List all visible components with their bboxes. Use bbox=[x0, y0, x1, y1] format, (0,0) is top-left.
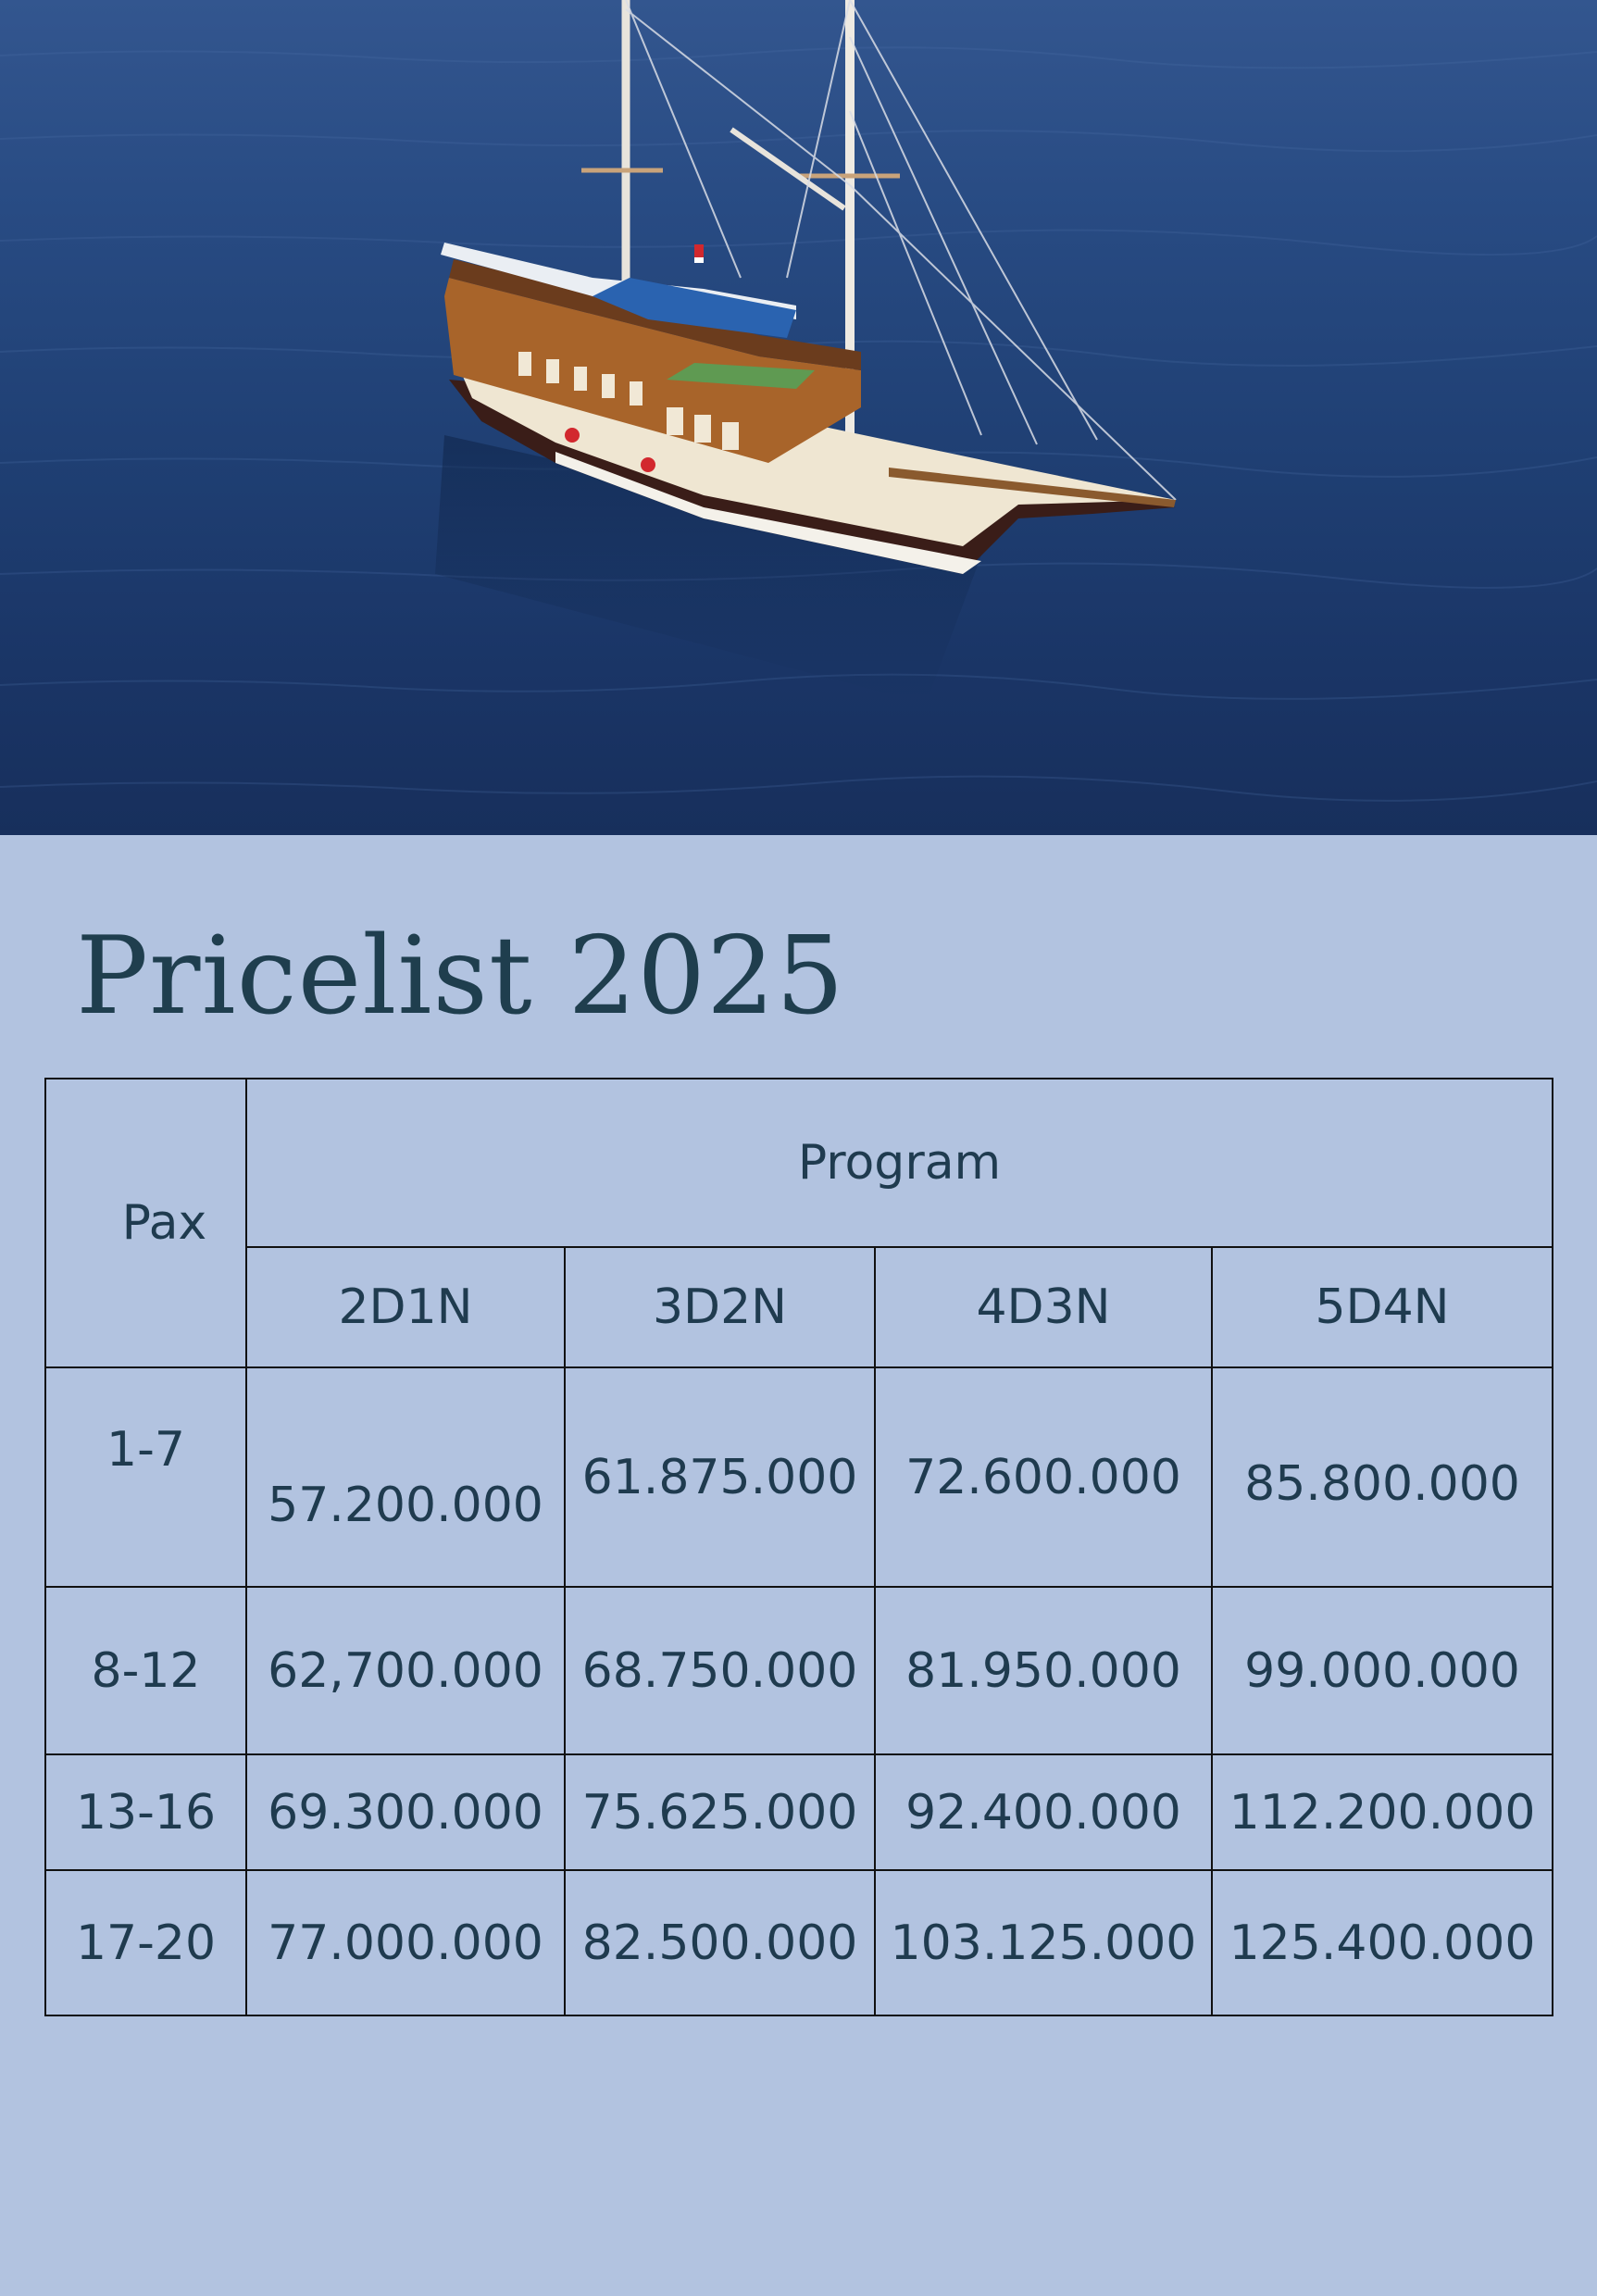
page-title: Pricelist 2025 bbox=[76, 914, 845, 1039]
price-cell: 99.000.000 bbox=[1212, 1587, 1553, 1754]
table-row bbox=[45, 1870, 1553, 2015]
program-4d3n-header: 4D3N bbox=[875, 1247, 1212, 1367]
price-cell: 62,700.000 bbox=[246, 1587, 565, 1754]
hero-photo bbox=[0, 0, 1597, 835]
program-5d4n-header: 5D4N bbox=[1212, 1247, 1553, 1367]
price-cell: 57.200.000 bbox=[246, 1367, 565, 1587]
price-cell: 112.200.000 bbox=[1212, 1754, 1553, 1870]
program-3d2n-header: 3D2N bbox=[565, 1247, 875, 1367]
table-row bbox=[45, 1587, 1553, 1754]
price-cell: 81.950.000 bbox=[875, 1587, 1212, 1754]
price-table bbox=[44, 1078, 1553, 2016]
program-2d1n-header: 2D1N bbox=[246, 1247, 565, 1367]
program-header: Program bbox=[246, 1079, 1553, 1247]
pax-range-cell: 8-12 bbox=[45, 1587, 246, 1754]
pax-range-cell: 1-7 bbox=[45, 1367, 246, 1587]
pax-range-cell: 17-20 bbox=[45, 1870, 246, 2015]
sailing-boat-icon bbox=[0, 0, 1597, 835]
price-cell: 103.125.000 bbox=[875, 1870, 1212, 2015]
pax-header bbox=[45, 1079, 246, 1367]
price-cell: 61.875.000 bbox=[565, 1367, 875, 1587]
price-cell: 82.500.000 bbox=[565, 1870, 875, 2015]
price-cell: 92.400.000 bbox=[875, 1754, 1212, 1870]
price-cell: 77.000.000 bbox=[246, 1870, 565, 2015]
table-row bbox=[45, 1754, 1553, 1870]
price-cell: 68.750.000 bbox=[565, 1587, 875, 1754]
price-cell: 69.300.000 bbox=[246, 1754, 565, 1870]
pax-header-label: Pax bbox=[121, 1195, 207, 1251]
price-cell: 72.600.000 bbox=[875, 1367, 1212, 1587]
price-cell: 75.625.000 bbox=[565, 1754, 875, 1870]
price-cell: 85.800.000 bbox=[1212, 1367, 1553, 1587]
table-row bbox=[45, 1367, 1553, 1587]
price-cell: 125.400.000 bbox=[1212, 1870, 1553, 2015]
pax-range-cell: 13-16 bbox=[45, 1754, 246, 1870]
